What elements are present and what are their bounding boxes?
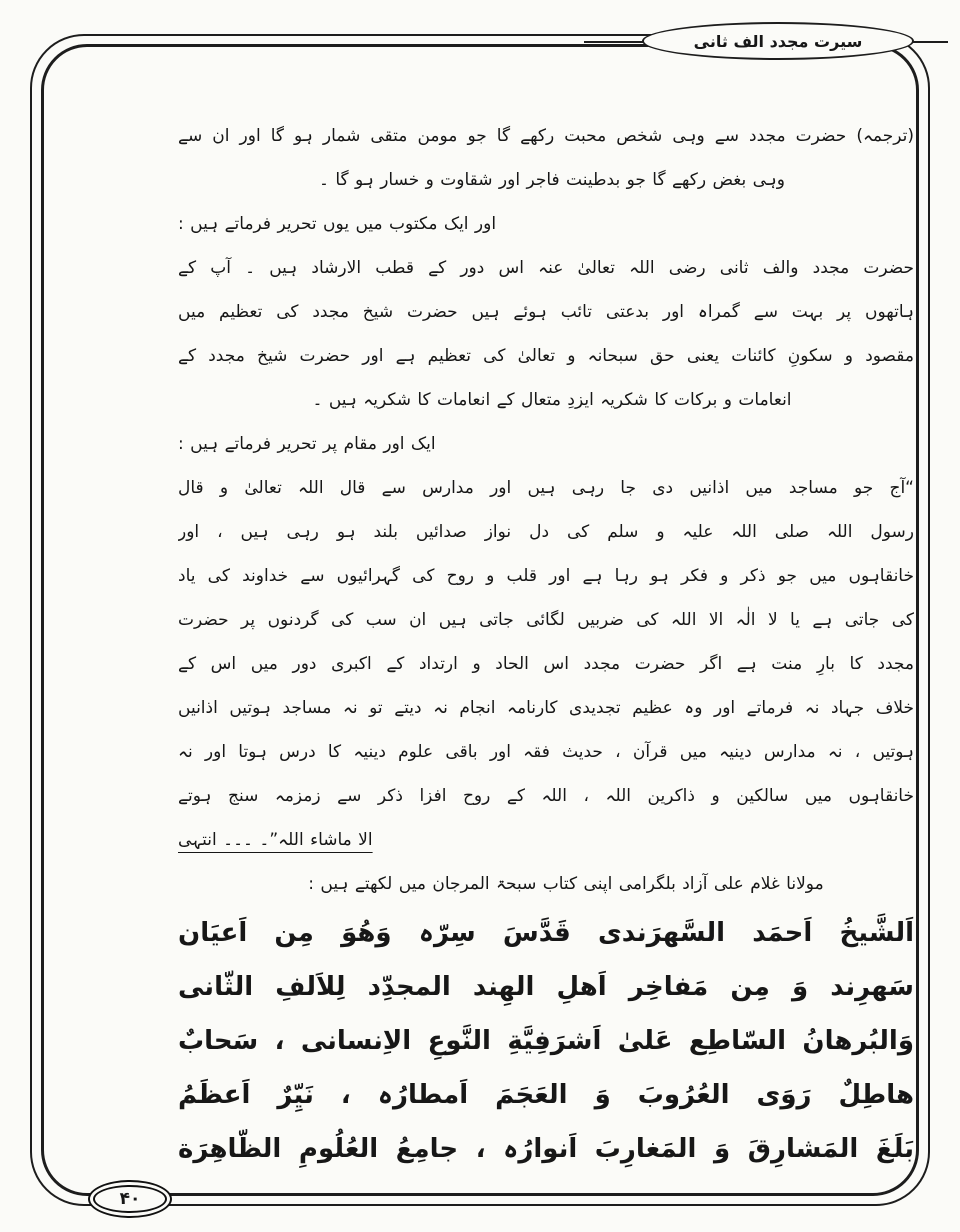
text-line-lead-in: اور ایک مکتوب میں یوں تحریر فرماتے ہیں : bbox=[178, 214, 497, 234]
text-line: “آج جو مساجد میں اذانیں دی جا رہی ہیں اور مدارس سے قال اللہ تعالیٰ و قال bbox=[178, 478, 914, 498]
page-number-cartouche bbox=[88, 1180, 172, 1218]
text-line: حضرت مجدد والف ثانی رضی اللہ تعالیٰ عنہ اس دور کے قطب الارشاد ہیں ۔ آپ کے bbox=[178, 258, 914, 278]
text-line-quote-end: الا ماشاء اللہ”۔ ۔۔۔ انتہی bbox=[178, 830, 373, 850]
arabic-text-line: اَلشَّيخُ اَحمَد السَّهرَندی قَدَّسَ سِرّہ وَهُوَ مِن اَعيَان bbox=[178, 918, 914, 948]
page-number: ۴۰ bbox=[119, 1189, 141, 1209]
text-line: خلاف جہاد نہ فرماتے اور وہ عظیم تجدیدی کارنامہ انجام نہ دیتے تو نہ مساجد ہوتیں اذانیں bbox=[178, 698, 914, 718]
text-line: انعامات و برکات کا شکریہ ایزدِ متعال کے انعامات کا شکریہ ہیں ۔ bbox=[312, 390, 792, 410]
arabic-text-line: هاطِلٌ رَوَی العُرُوبَ وَ العَجَمَ اَمطارُہ ، نَيِّرٌ اَعظَمُ bbox=[178, 1080, 914, 1110]
text-line: ہاتھوں پر بہت سے گمراہ اور بدعتی تائب ہوئے ہیں حضرت شیخ مجدد کی تعظیم میں bbox=[178, 302, 914, 322]
arabic-text-line: سَهرِند وَ مِن مَفاخِر اَهلِ الهِند المجدِّد لِلاَلفِ الثّانی bbox=[178, 972, 914, 1002]
arabic-text-line: وَالبُرهانُ السّاطِع عَلیٰ اَشرَفِيَّةِ النَّوعِ الاِنسانی ، سَحابٌ bbox=[178, 1026, 914, 1056]
text-line-lead-in: مولانا غلام علی آزاد بلگرامی اپنی کتاب سبحۃ المرجان میں لکھتے ہیں : bbox=[308, 874, 824, 894]
text-line-lead-in: ایک اور مقام پر تحریر فرماتے ہیں : bbox=[178, 434, 436, 454]
text-line: وہی بغض رکھے گا جو بدطینت فاجر اور شقاوت و خسار ہو گا ۔ bbox=[319, 170, 785, 190]
text-line: ہوتیں ، نہ مدارس دینیہ میں قرآن ، حدیث فقہ اور باقی علوم دینیہ کا درس ہوتا اور نہ bbox=[178, 742, 914, 762]
header-title-cartouche bbox=[642, 22, 914, 60]
text-line: خانقاہوں میں سالکین و ذاکرین اللہ ، اللہ کے روح افزا ذکر سے زمزمہ سنج ہوتے bbox=[178, 786, 914, 806]
text-line: مقصود و سکونِ کائنات یعنی حق سبحانہ و تعالیٰ کی تعظیم ہے اور حضرت شیخ مجدد کے bbox=[178, 346, 914, 366]
text-line: خانقاہوں میں جو ذکر و فکر ہو رہا ہے اور قلب و روح کی گہرائیوں سے خداوند کی یاد bbox=[178, 566, 914, 586]
text-line: رسول اللہ صلی اللہ علیہ و سلم کی دل نواز صدائیں بلند ہو رہی ہیں ، اور bbox=[178, 522, 914, 542]
text-line: کی جاتی ہے یا لا الٰہ الا اللہ کی ضربیں لگائی جاتی ہیں ان سب کی گردنوں پر حضرت bbox=[178, 610, 914, 630]
text-line: (ترجمہ) حضرت مجدد سے وہی شخص محبت رکھے گا جو مومن متقی شمار ہو گا اور ان سے bbox=[178, 126, 914, 146]
book-title: سیرت مجدد الف ثانی bbox=[693, 31, 863, 51]
text-line: مجدد کا بارِ منت ہے اگر حضرت مجدد اس الحاد و ارتداد کے اکبری دور میں اس کے bbox=[178, 654, 914, 674]
arabic-text-line: بَلَغَ المَشارِقَ وَ المَغارِبَ اَنوارُہ ، جامِعُ العُلُومِ الظّاهِرَة bbox=[178, 1134, 914, 1164]
page-text-body bbox=[178, 114, 914, 1176]
